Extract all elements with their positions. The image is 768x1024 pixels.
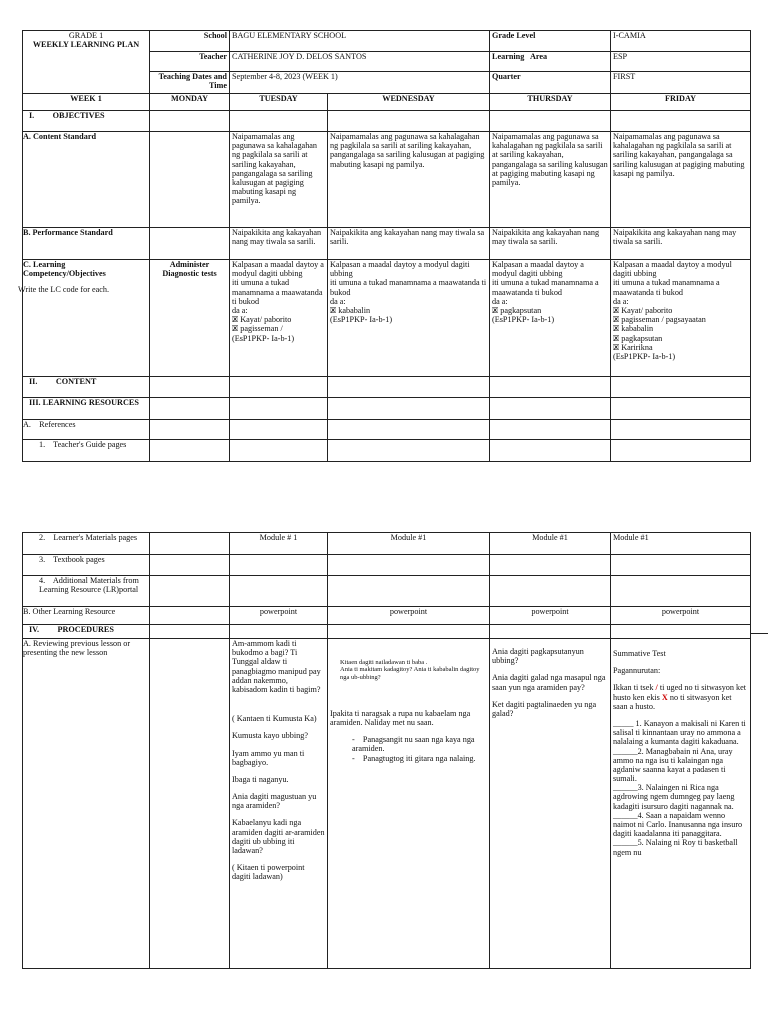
review-paragraph: Kabaelanyu kadi nga aramiden dagiti ar-aramiden dagiti ub ubbing iti ladawan? — [232, 818, 325, 855]
grade-level-label: Grade Level — [490, 31, 611, 52]
review-paragraph: Am-ammom kadi ti bukodmo a bagi? Ti Tunggal aldaw ti panagbiagmo manipud pay addan nakemmo, kabisadom kadin ti bagim? — [232, 639, 321, 694]
competency-item: 🗷 pagisseman / pagsayaatan — [613, 315, 706, 325]
review-wednesday — [328, 639, 490, 969]
textbook-pages-label: 3. Textbook pages — [23, 555, 150, 576]
competency-line: da a: — [330, 296, 346, 306]
grade-label: GRADE 1 — [68, 31, 104, 40]
grade-title-cell — [23, 31, 150, 94]
performance-standard-friday: Naipakikita ang kakayahan nang may tiwala sa sarili. — [611, 228, 751, 260]
test-item: ______3. Nalaingen ni Rica nga agdrowing ngem dumngeg pay laeng kadagiti isursuro dagiti nagannak na. — [613, 783, 735, 811]
learners-materials-label: 2. Learner's Materials pages — [23, 533, 150, 555]
competency-item: 🗷 Kayat/ paborito — [613, 305, 673, 315]
learning-competency-label-cell — [23, 260, 150, 377]
test-item: ______5. Nalaing ni Roy ti basketball ngem nu — [613, 838, 738, 857]
instructions-text: Ikkan ti tsek / ti uged no ti sitwasyon ket husto ken ekis X no ti sitwasyon ket saan a husto. — [613, 683, 747, 711]
review-tuesday — [230, 639, 328, 969]
references-label: A. References — [23, 420, 150, 440]
learners-materials-friday: Module #1 — [611, 533, 751, 555]
week-heading: WEEK 1 — [23, 94, 150, 111]
other-resource-thursday: powerpoint — [490, 607, 611, 625]
content-standard-tuesday: Naipamamalas ang pagunawa sa kahalagahan ng pagkilala sa sarili at sariling kakayahan, pangangalaga sa sariling kalusugan at pagiging mabuting kasapi ng pamilya. — [230, 132, 328, 228]
competency-monday: Administer Diagnostic tests — [150, 260, 230, 377]
review-paragraph: Kumusta kayo ubbing? — [232, 731, 308, 741]
review-label: A. Reviewing previous lesson or presenting the new lesson — [23, 639, 150, 969]
learners-materials-wednesday: Module #1 — [328, 533, 490, 555]
content-standard-friday: Naipamamalas ang pagunawa sa kahalagahan ng pagkilala sa sarili at sariling kakayahan, pangangalaga sa sariling kalusugan at pagiging mabuting kasapi ng pamilya. — [611, 132, 751, 228]
teacher-value: CATHERINE JOY D. DELOS SANTOS — [230, 52, 490, 72]
plan-title: WEEKLY LEARNING PLAN — [32, 40, 140, 50]
review-paragraph: Ania dagiti pagkapsutanyun ubbing? — [492, 647, 584, 666]
competency-code: (EsP1PKP- Ia-b-1) — [330, 315, 393, 325]
day-heading-thursday: THURSDAY — [490, 94, 611, 111]
competency-item: 🗷 Kayat/ paborito — [232, 315, 292, 325]
review-small-text: Ania ti makitam kadagitoy? Ania ti kababalin dagitoy nga ub-ubbing? — [340, 666, 480, 681]
review-list — [330, 735, 487, 763]
review-paragraph: Ibaga ti naganyu. — [232, 774, 289, 784]
quarter-label: Quarter — [490, 72, 611, 94]
competency-intro: Kalpasan a maadal daytoy a modyul dagiti ubbing — [492, 260, 584, 279]
procedures-heading: IV. PROCEDURES — [23, 625, 150, 639]
competency-line: iti umuna a tukad manamnama a maawatanda ti bukod — [613, 278, 720, 297]
competency-line: iti umuna a tukad manamnama a maawatanda ti bukod — [330, 278, 487, 297]
x-mark: X — [661, 692, 668, 702]
competency-line: da a: — [232, 305, 248, 315]
competency-code: (EsP1PKP- Ia-b-1) — [492, 315, 555, 325]
competency-item: 🗷 pagisseman / — [232, 324, 283, 334]
other-resource-label: B. Other Learning Resource — [23, 607, 150, 625]
competency-wednesday — [328, 260, 490, 377]
performance-standard-label: B. Performance Standard — [23, 228, 150, 260]
review-list-item: - Panagsangit nu saan nga kaya nga aramiden. — [352, 735, 475, 754]
content-standard-label: A. Content Standard — [23, 132, 150, 228]
instructions-label: Pagannurutan: — [613, 666, 661, 676]
competency-line: da a: — [613, 296, 629, 306]
competency-item: 🗷 pagkapsutan — [613, 333, 663, 343]
review-paragraph: Ania dagiti galad nga masapul nga saan yun nga aramiden pay? — [492, 673, 606, 692]
learners-materials-tuesday: Module # 1 — [230, 533, 328, 555]
procedures-line-extension — [750, 633, 768, 634]
lc-code-note: Write the LC code for each. — [18, 285, 110, 294]
school-label: School — [150, 31, 230, 52]
review-paragraph: ( Kantaen ti Kumusta Ka) — [232, 714, 317, 724]
review-paragraph: Iyam ammo yu man ti bagbagiyo. — [232, 748, 305, 767]
teaching-dates-value: September 4-8, 2023 (WEEK 1) — [230, 72, 490, 94]
review-thursday — [490, 639, 611, 969]
review-list-item: - Panagtugtog iti gitara nga nalaing. — [352, 753, 476, 763]
day-heading-friday: FRIDAY — [611, 94, 751, 111]
competency-code: (EsP1PKP- Ia-b-1) — [232, 333, 295, 343]
review-paragraph: Ipakita ti naragsak a rupa nu kabaelam nga aramiden. Naliday met nu saan. — [330, 708, 471, 727]
content-standard-thursday: Naipamamalas ang pagunawa sa kahalagahan ng pagkilala sa sarili at sariling kakayahan, pangangalaga sa sariling kalusugan at pagiging mabuting kasapi ng pamilya. — [490, 132, 611, 228]
check-mark: / — [655, 683, 658, 693]
learning-area-value: ESP — [611, 52, 751, 72]
school-value: BAGU ELEMENTARY SCHOOL — [230, 31, 490, 52]
other-resource-wednesday: powerpoint — [328, 607, 490, 625]
competency-intro: Kalpasan a maadal daytoy a modyul dagiti ubbing — [330, 260, 470, 279]
day-heading-tuesday: TUESDAY — [230, 94, 328, 111]
learning-resources-heading: III. LEARNING RESOURCES — [23, 398, 150, 420]
performance-standard-thursday: Naipakikita ang kakayahan nang may tiwala sa sarili. — [490, 228, 611, 260]
weekly-plan-table-top — [22, 30, 751, 462]
competency-friday — [611, 260, 751, 377]
other-resource-tuesday: powerpoint — [230, 607, 328, 625]
competency-item: 🗷 Karirikna — [613, 342, 653, 352]
quarter-value: FIRST — [611, 72, 751, 94]
review-paragraph: ( Kitaen ti powerpoint dagiti ladawan) — [232, 863, 305, 882]
learners-materials-thursday: Module #1 — [490, 533, 611, 555]
performance-standard-tuesday: Naipakikita ang kakayahan nang may tiwala sa sarili. — [230, 228, 328, 260]
review-paragraph: Ket dagiti pagtalinaeden yu nga galad? — [492, 699, 597, 718]
teacher-label: Teacher — [150, 52, 230, 72]
competency-tuesday — [230, 260, 328, 377]
day-heading-monday: MONDAY — [150, 94, 230, 111]
review-friday — [611, 639, 751, 969]
review-small-text: Kitaen dagiti nailadawan ti baba . — [340, 659, 428, 666]
competency-line: iti umuna a tukad manamnama a maawatanda ti bukod — [492, 278, 599, 297]
test-item: ______4. Saan a napaidam wenno naimot ni Carlo. Inanusanna nga insuro dagiti kaadalanna iti panaggitara. — [613, 810, 743, 839]
summative-test-title: Summative Test — [613, 649, 666, 658]
other-resource-friday: powerpoint — [611, 607, 751, 625]
content-standard-wednesday: Naipamamalas ang pagunawa sa kahalagahan ng pagkilala sa sarili at sariling kakayahan, pangangalaga sa sariling kalusugan at pagiging mabuting kasapi ng pamilya. — [328, 132, 490, 228]
competency-item: 🗷 kababalin — [330, 305, 371, 315]
competency-intro: Kalpasan a maadal daytoy a modyul dagiti ubbing — [232, 260, 324, 279]
learning-area-label: Learning Area — [490, 52, 611, 72]
content-heading: II. CONTENT — [23, 377, 150, 398]
performance-standard-wednesday: Naipakikita ang kakayahan nang may tiwala sa sarili. — [328, 228, 490, 260]
competency-item: 🗷 pagkapsutan — [492, 305, 542, 315]
competency-code: (EsP1PKP- Ia-b-1) — [613, 351, 676, 361]
teachers-guide-label: 1. Teacher's Guide pages — [23, 440, 150, 462]
test-item: _____ 1. Kanayon a makisali ni Karen ti salisal ti kinnantaan uray no ammona a nalalaing a kumanta dagiti kakaduana. — [613, 718, 746, 747]
review-paragraph: Ania dagiti magustuan yu nga aramiden? — [232, 792, 317, 811]
weekly-plan-table-bottom — [22, 532, 751, 969]
competency-intro: Kalpasan a maadal daytoy a modyul dagiti ubbing — [613, 260, 732, 279]
competency-line: da a: — [492, 296, 508, 306]
day-heading-wednesday: WEDNESDAY — [328, 94, 490, 111]
learning-competency-label: C. Learning Competency/Objectives — [23, 260, 106, 279]
grade-level-value: I-CAMIA — [611, 31, 751, 52]
competency-thursday — [490, 260, 611, 377]
teaching-dates-label: Teaching Dates and Time — [150, 72, 230, 94]
competency-line: iti umuna a tukad manamnama a maawatanda ti bukod — [232, 278, 323, 306]
objectives-heading: I. OBJECTIVES — [23, 111, 150, 132]
additional-materials-label: 4. Additional Materials from Learning Resource (LR)portal — [23, 576, 150, 607]
competency-item: 🗷 kababalin — [613, 324, 654, 334]
test-item: ______2. Managbabain ni Ana, uray ammo na nga isu ti kalaingan nga agdaniw saanna kayat a padasen ti sumali. — [613, 746, 733, 784]
